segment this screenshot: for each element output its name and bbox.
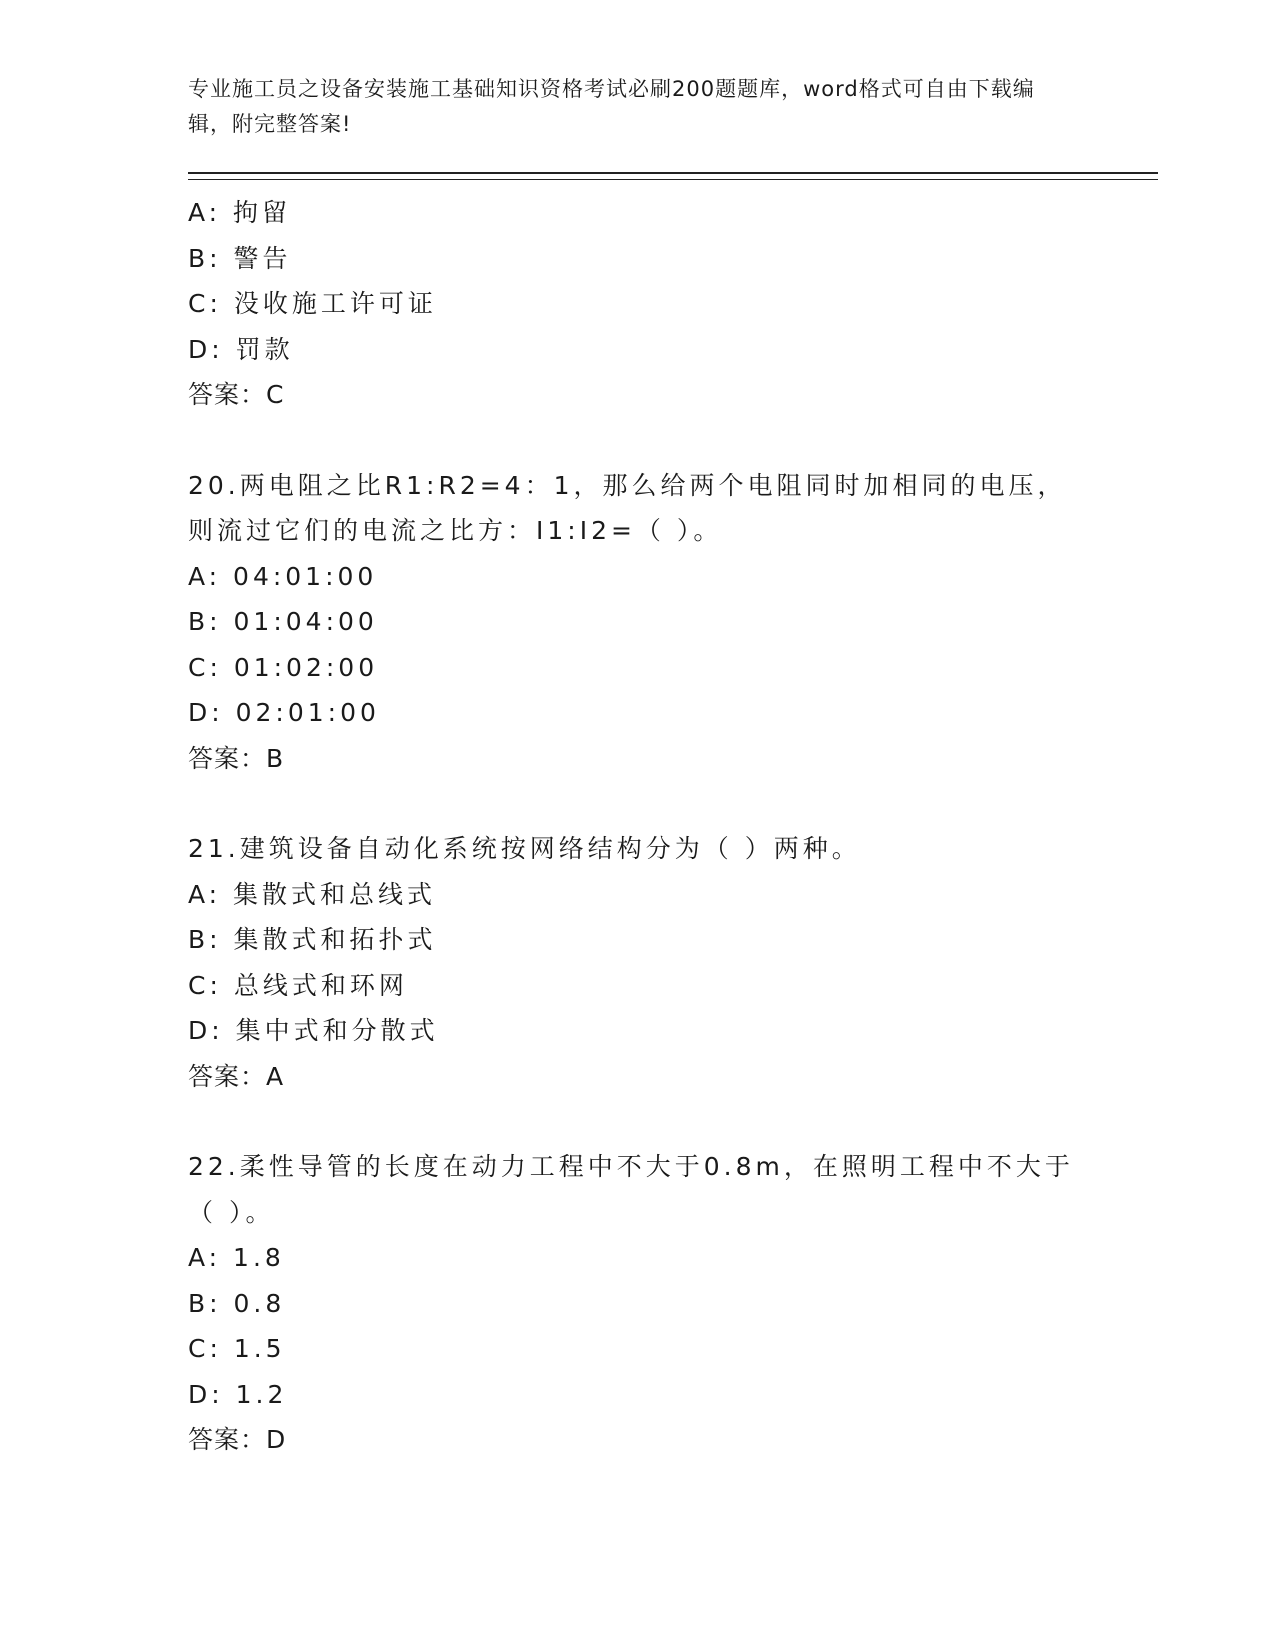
question-spacer — [188, 418, 1158, 463]
option-a: A: 集散式和总线式 — [188, 879, 437, 909]
document-header-title: 专业施工员之设备安装施工基础知识资格考试必刷200题题库，word格式可自由下载编辑，附完整答案! — [188, 77, 1035, 136]
answer-label: 答案：D — [188, 1425, 287, 1454]
question-stem: 20.两电阻之比R1:R2=4：1，那么给两个电阻同时加相同的电压，则流过它们的电流之比方：I1:I2=（ ）。 — [188, 470, 1067, 545]
option-a: A: 拘留 — [188, 198, 292, 227]
option-d: D: 罚款 — [188, 334, 294, 364]
question-content — [188, 190, 1158, 1463]
question-21 — [188, 826, 1158, 1099]
option-c: C: 没收施工许可证 — [188, 289, 437, 318]
option-c: C: 1.5 — [188, 1334, 286, 1363]
option-d: D: 02:01:00 — [188, 698, 380, 727]
answer-label: 答案：B — [188, 743, 285, 773]
question-spacer — [188, 781, 1158, 826]
option-b: B: 警告 — [188, 243, 292, 273]
question-20 — [188, 463, 1158, 782]
option-c: C: 01:02:00 — [188, 652, 379, 682]
question-stem: 21.建筑设备自动化系统按网络结构分为（ ）两种。 — [188, 834, 861, 863]
answer-label: 答案：A — [188, 1061, 285, 1091]
question-22 — [188, 1144, 1158, 1463]
question-19-options — [188, 190, 1158, 418]
header-double-rule — [188, 172, 1158, 180]
option-d: D: 集中式和分散式 — [188, 1016, 439, 1045]
option-d: D: 1.2 — [188, 1379, 288, 1409]
option-b: B: 集散式和拓扑式 — [188, 925, 437, 954]
option-a: A: 1.8 — [188, 1243, 285, 1272]
answer-label: 答案：C — [188, 380, 285, 409]
option-c: C: 总线式和环网 — [188, 970, 408, 1000]
question-stem: 22.柔性导管的长度在动力工程中不大于0.8m，在照明工程中不大于（ ）。 — [188, 1152, 1074, 1227]
option-b: B: 0.8 — [188, 1288, 286, 1318]
question-spacer — [188, 1099, 1158, 1144]
option-b: B: 01:04:00 — [188, 607, 378, 636]
option-a: A: 04:01:00 — [188, 561, 378, 591]
document-page — [188, 72, 1158, 1463]
